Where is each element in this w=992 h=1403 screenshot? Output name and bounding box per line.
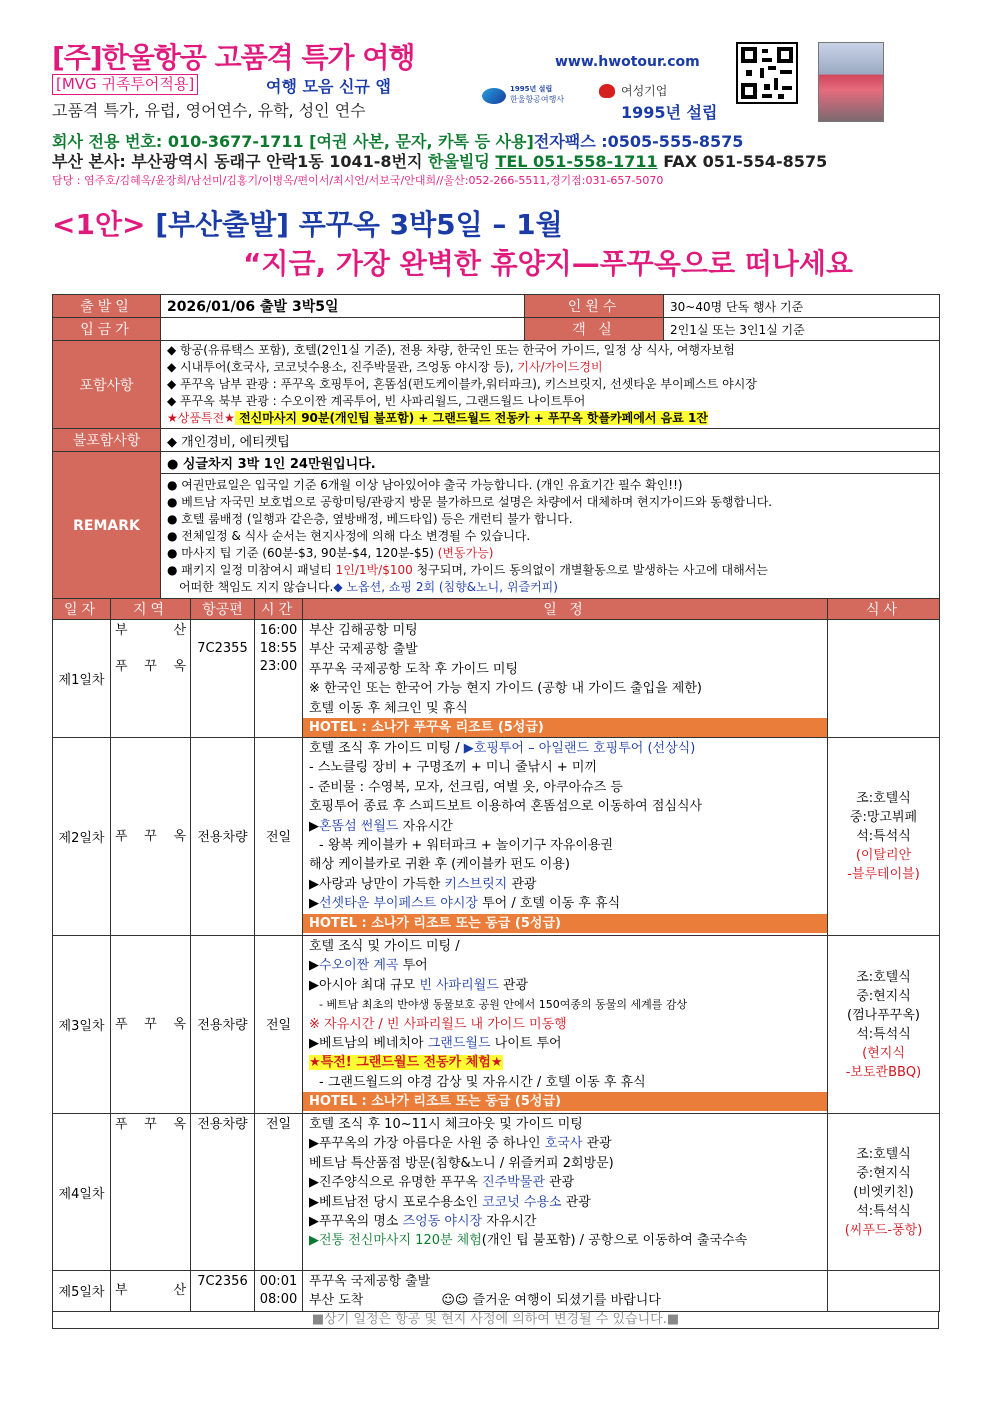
established-text: 1995년 설립 xyxy=(621,103,718,122)
page-slogan: “지금, 가장 완벽한 휴양지—푸꾸옥으로 떠나세요 xyxy=(243,247,853,280)
meal-info: 조:호텔식 중:현지식 (껌나푸꾸옥) 석:특석식 (현지식 -보토콴BBQ) xyxy=(828,936,940,1114)
efax-number: 전자팩스 :0505-555-8575 xyxy=(533,132,744,151)
deposit-value xyxy=(161,318,525,341)
company-header xyxy=(52,36,940,128)
itinerary-day-4: 제4일차 푸 꾸 옥 전용차량 전일 호텔 조식 후 10~11시 체크아웃 및 가이드 미팅 ▶푸꾸옥의 가장 아름다운 사원 중 하나인 호국사 관광 베트남 특산품점 방문(침향&노니 / 위즐커피 2회방문) ▶진주양식으로 유명한 푸꾸옥 진주박물관 관광 ▶베트남전 당시 포로수용소인 코코넛 수용소 관광 ▶푸꾸옥의 명소 즈엉동 야시장 자유시간 ▶전통 전신마사지 120분 체험(개인 팁 불포함) / 공항으로 이동하여 출국수속 조:호텔식 중:현지식 (비엣키친) 석:특석식 (씨푸드-풍항) xyxy=(53,1114,940,1271)
room-value: 2인1실 또는 3인1실 기준 xyxy=(664,318,940,341)
itinerary-table xyxy=(52,598,940,1312)
phone-line: 회사 전용 번호: 010-3677-1711 [여권 사본, 문자, 카톡 등 사용]전자팩스 :0505-555-8575 xyxy=(52,132,744,151)
schedule-footnote: ■상기 일정은 항공 및 현지 사정에 의하여 변경될 수 있습니다.■ xyxy=(52,1311,939,1329)
service-categories: 고품격 특가, 유럽, 영어연수, 유학, 성인 연수 xyxy=(52,101,366,120)
building-photo xyxy=(818,42,884,122)
meal-info: 조:호텔식 중:망고뷔페 석:특석식 (이탈리안 -블루테이블) xyxy=(828,738,940,936)
itinerary-day-1: 제1일차 부 산 푸 꾸 옥 7C2355 16:00 18:55 23:00 부산 김해공항 미팅 부산 국제공항 출발 푸꾸옥 국제공항 도착 후 가이드 미팅 ※ 한국인 또는 한국어 가능 현지 가이드 (공항 내 가이드 출입을 제한) 호텔 이동 후 체크인 및 휴식 HOTEL : 소나가 푸꾸옥 리조트 (5성급) xyxy=(53,620,940,738)
fax-number: FAX 051-554-8575 xyxy=(657,152,828,171)
remark-label: REMARK xyxy=(53,452,161,600)
meal-info: 조:호텔식 중:현지식 (비엣키친) 석:특석식 (씨푸드-풍항) xyxy=(828,1114,940,1271)
itinerary-day-2: 제2일차 푸 꾸 옥 전용차량 전일 호텔 조식 후 가이드 미팅 / ▶호핑투어 – 아일랜드 호핑투어 (선상식) - 스노클링 장비 + 구명조끼 + 미니 줄낚시 + 미끼 - 준비물 : 수영복, 모자, 선크림, 여벌 옷, 아쿠아슈즈 등 호핑투어 종료 후 스피드보트 이용하여 혼똠섬으로 이동하여 점심식사 ▶혼똠섬 썬월드 자유시간 - 왕복 케이블카 + 워터파크 + 놀이기구 자유이용권 해상 케이블카로 귀환 후 (케이블카 펀도 이용) ▶사랑과 낭만이 가득한 키스브릿지 관광 ▶선셋타운 부이페스트 야시장 투어 / 호텔 이동 후 휴식 HOTEL : 소나가 리조트 또는 동급 (5성급) 조:호텔식 중:망고뷔페 석:특석식 (이탈리안 -블루테이블) xyxy=(53,738,940,936)
tour-info-table xyxy=(52,294,940,600)
company-brand: [주]한울항공 고품격 특가 여행 xyxy=(52,41,415,74)
include-label: 포함사항 xyxy=(53,341,161,429)
contact-block xyxy=(52,132,940,190)
room-label: 객 실 xyxy=(525,318,664,341)
special-benefit: ★특전! 그랜드월드 전동카 체험★ xyxy=(309,1055,503,1071)
people-label: 인원수 xyxy=(525,295,664,318)
swoosh-icon xyxy=(482,88,506,104)
mvg-badge: [MVG 귀족투어적용] xyxy=(52,74,198,95)
building-name: 한울빌딩 xyxy=(428,152,490,171)
itinerary-day-5: 제5일차 부 산 7C2356 00:01 08:00 푸꾸옥 국제공항 출발 부산 도착 ☺☺ 즐거운 여행이 되셨기를 바랍니다 xyxy=(53,1271,940,1312)
heart-icon xyxy=(599,84,615,98)
itinerary-day-3: 제3일차 푸 꾸 옥 전용차량 전일 호텔 조식 및 가이드 미팅 / ▶수오이짠 계곡 투어 ▶아시아 최대 규모 빈 사파리월드 관광 - 베트남 최초의 반야생 동물보호 공원 안에서 150여종의 동물의 세계를 감상 ※ 자유시간 / 빈 사파리월드 내 가이드 미동행 ▶베트남의 베네치아 그랜드월드 나이트 투어 ★특전! 그랜드월드 전동카 체험★ - 그랜드월드의 야경 감상 및 자유시간 / 호텔 이동 후 휴식 HOTEL : 소나가 리조트 또는 동급 (5성급) 조:호텔식 중:현지식 (껌나푸꾸옥) 석:특석식 (현지식 -보토콴BBQ) xyxy=(53,936,940,1114)
remark-list: ● 여권만료일은 입국일 기준 6개월 이상 남아있어야 출국 가능합니다. (개인 유효기간 필수 확인!!) ● 베트남 자국민 보호법으로 공항미팅/관광지 방문 불가하므로 설명은 차량에서 대체하며 현지가이드와 동행합니다. ● 호텔 룸배정 (일행과 같은층, 옆방배정, 베드타입) 등은 개런티 불가 합니다. ● 전체일정 & 식사 순서는 현지사정에 의해 다소 변경될 수 있습니다. ● 마사지 팁 기준 (60분-$3, 90분-$4, 120분-$5) (변동가능) ● 패키지 일정 미참여시 패널티 1인/1박/$100 청구되며, 가이드 동의없이 개별활동으로 발생하는 사고에 대해서는 어떠한 책임도 지지 않습니다.◆ 노옵션, 쇼핑 2회 (침향&노니, 위즐커피) xyxy=(161,474,940,600)
depart-value: 2026/01/06 출발 3박5일 xyxy=(161,295,525,318)
tel-number[interactable]: TEL 051-558-1711 xyxy=(495,152,658,171)
people-value: 30~40명 단독 행사 기준 xyxy=(664,295,940,318)
deposit-label: 입금가 xyxy=(53,318,161,341)
qr-code-icon[interactable] xyxy=(736,42,798,104)
exclude-label: 불포함사항 xyxy=(53,429,161,452)
single-charge: ● 싱글차지 3박 1인 24만원입니다. xyxy=(161,452,940,474)
special-benefit: ★상품특전★ 전신마사지 90분(개인팁 불포함) + 그랜드월드 전동카 + 푸꾸옥 핫플카페에서 음료 1잔 xyxy=(167,411,708,425)
staff-line: 담당 : 염주호/김혜옥/윤장희/남선미/김홍기/이병옥/편이서/최시언/서보국/안대희//울산:052-266-5511,경기점:031-657-5070 xyxy=(52,174,664,187)
hotel-banner: HOTEL : 소나가 푸꾸옥 리조트 (5성급) xyxy=(303,718,827,737)
itinerary-header: 일자 지역 항공편 시간 일 정 식사 xyxy=(53,599,940,620)
address-line: 부산 본사: 부산광역시 동래구 안락1동 1041-8번지 한울빌딩 TEL 051-558-1711 FAX 051-554-8575 xyxy=(52,152,828,171)
new-app-text: 여행 모음 신규 앱 xyxy=(266,77,391,96)
page-title: <1안> [부산출발] 푸꾸옥 3박5일 – 1월 xyxy=(52,208,563,241)
website-link[interactable]: www.hwotour.com xyxy=(555,54,700,70)
depart-label: 출발일 xyxy=(53,295,161,318)
hanul-logo: 1995년 설립 한울항공여행사 xyxy=(482,84,594,110)
include-list: ◆ 항공(유류택스 포함), 호텔(2인1실 기준), 전용 차량, 한국인 또는 한국어 가이드, 일정 상 식사, 여행자보험 ◆ 시내투어(호국사, 코코넛수용소, 진주박물관, 즈엉동 야시장 등), 기사/가이드경비 ◆ 푸꾸옥 남부 관광 : 푸꾸옥 호핑투어, 혼똠섬(펀도케이블카,워터파크), 키스브릿지, 선셋타운 부이페스트 야시장 ◆ 푸꾸옥 북부 관광 : 수오이짠 계곡투어, 빈 사파리월드, 그랜드월드 나이트투어 ★상품특전★ 전신마사지 90분(개인팁 불포함) + 그랜드월드 전동카 + 푸꾸옥 핫플카페에서 음료 1잔 xyxy=(161,341,940,429)
women-business-logo: 여성기업 1995년 설립 xyxy=(599,82,729,126)
hotel-banner: HOTEL : 소나가 리조트 또는 동급 (5성급) xyxy=(303,914,827,933)
hotel-banner: HOTEL : 소나가 리조트 또는 동급 (5성급) xyxy=(303,1092,827,1111)
exclude-value: ◆ 개인경비, 에티켓팁 xyxy=(161,429,940,452)
phone-number[interactable]: 010-3677-1711 xyxy=(167,132,304,151)
